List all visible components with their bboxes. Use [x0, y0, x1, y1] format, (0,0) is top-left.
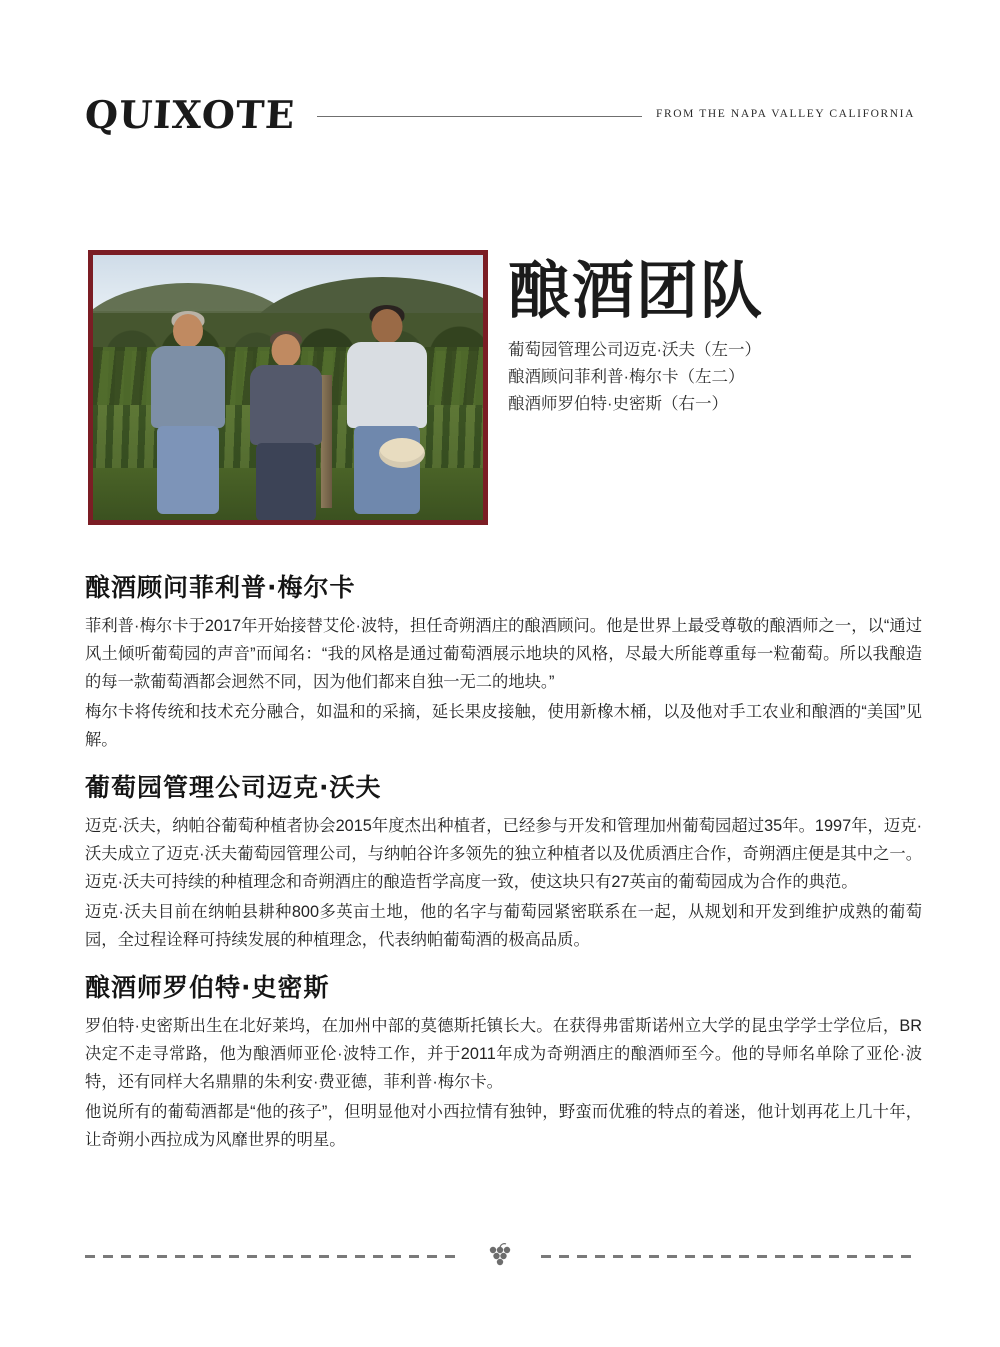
caption-line: 酿酒师罗伯特·史密斯（右一） [508, 394, 728, 413]
photo-caption [508, 337, 915, 417]
photo-person-center [243, 324, 329, 514]
header-divider-rule [317, 116, 642, 117]
person-head [173, 314, 203, 348]
caption-line: 葡萄园管理公司迈克·沃夫（左一） [508, 341, 761, 360]
team-photo-frame [88, 250, 488, 525]
section-vineyard-management [85, 768, 922, 954]
straw-hat-icon [379, 438, 425, 468]
section-paragraph: 罗伯特·史密斯出生在北好莱坞，在加州中部的莫德斯托镇长大。在获得弗雷斯诺州立大学的昆虫学学士学位后，BR决定不走寻常路，他为酿酒师亚伦·波特工作，并于2011年成为奇朔酒庄的酿酒师至今。他的导师名单除了亚伦·波特，还有同样大名鼎鼎的朱利安·费亚德，菲利普·梅尔卡。 [85, 1017, 922, 1092]
brand-logo-text: QUIXOTE [83, 91, 297, 137]
page-title: 酿酒团队 [508, 254, 765, 327]
section-winemaker [85, 968, 922, 1154]
section-title: 葡萄园管理公司迈克·沃夫 [85, 773, 382, 803]
brand-logo [84, 92, 297, 137]
person-torso [151, 346, 225, 428]
person-head [272, 334, 301, 367]
person-legs [256, 443, 316, 520]
team-photo [93, 255, 483, 520]
footer-ornament [85, 1243, 915, 1269]
hero-section [88, 250, 915, 525]
photo-person-right [341, 309, 433, 514]
caption-line: 酿酒顾问菲利普·梅尔卡（左二） [508, 367, 745, 386]
grape-cluster-icon [477, 1243, 523, 1269]
section-paragraph: 梅尔卡将传统和技术充分融合，如温和的采摘，延长果皮接触，使用新橡木桶，以及他对手工农业和酿酒的“美国”见解。 [85, 703, 922, 750]
section-paragraph: 迈克·沃夫，纳帕谷葡萄种植者协会2015年度杰出种植者，已经参与开发和管理加州葡萄园超过35年。1997年，迈克·沃夫成立了迈克·沃夫葡萄园管理公司，与纳帕谷许多领先的独立种植者以及优质酒庄合作，奇朔酒庄便是其中之一。迈克·沃夫可持续的种植理念和奇朔酒庄的酿造哲学高度一致，使这块只有27英亩的葡萄园成为合作的典范。 [85, 817, 922, 892]
person-head [372, 309, 403, 344]
hero-text-block [508, 250, 915, 417]
section-winemaking-consultant [85, 568, 922, 754]
footer-dash-right [541, 1255, 915, 1258]
footer-dash-left [85, 1255, 459, 1258]
section-paragraph: 迈克·沃夫目前在纳帕县耕种800多英亩土地，他的名字与葡萄园紧密联系在一起，从规划和开发到维护成熟的葡萄园，全过程诠释可持续发展的种植理念，代表纳帕葡萄酒的极高品质。 [85, 903, 922, 950]
person-torso [250, 365, 322, 445]
article-content [85, 568, 922, 1168]
person-torso [347, 342, 427, 428]
section-title: 酿酒顾问菲利普·梅尔卡 [85, 573, 356, 602]
person-legs [157, 426, 219, 514]
photo-person-left [145, 314, 231, 514]
section-title: 酿酒师罗伯特·史密斯 [85, 973, 330, 1003]
header-tagline: FROM THE NAPA VALLEY CALIFORNIA [656, 108, 915, 120]
section-paragraph: 他说所有的葡萄酒都是“他的孩子”，但明显他对小西拉情有独钟，野蛮而优雅的特点的着迷，他计划再花上几十年，让奇朔小西拉成为风靡世界的明星。 [85, 1103, 922, 1150]
page-header [85, 84, 915, 144]
section-paragraph: 菲利普·梅尔卡于2017年开始接替艾伦·波特，担任奇朔酒庄的酿酒顾问。他是世界上最受尊敬的酿酒师之一，以“通过风土倾听葡萄园的声音”而闻名：“我的风格是通过葡萄酒展示地块的风格，尽最大所能尊重每一粒葡萄。所以我酿造的每一款葡萄酒都会迥然不同，因为他们都来自独一无二的地块。” [85, 617, 922, 692]
